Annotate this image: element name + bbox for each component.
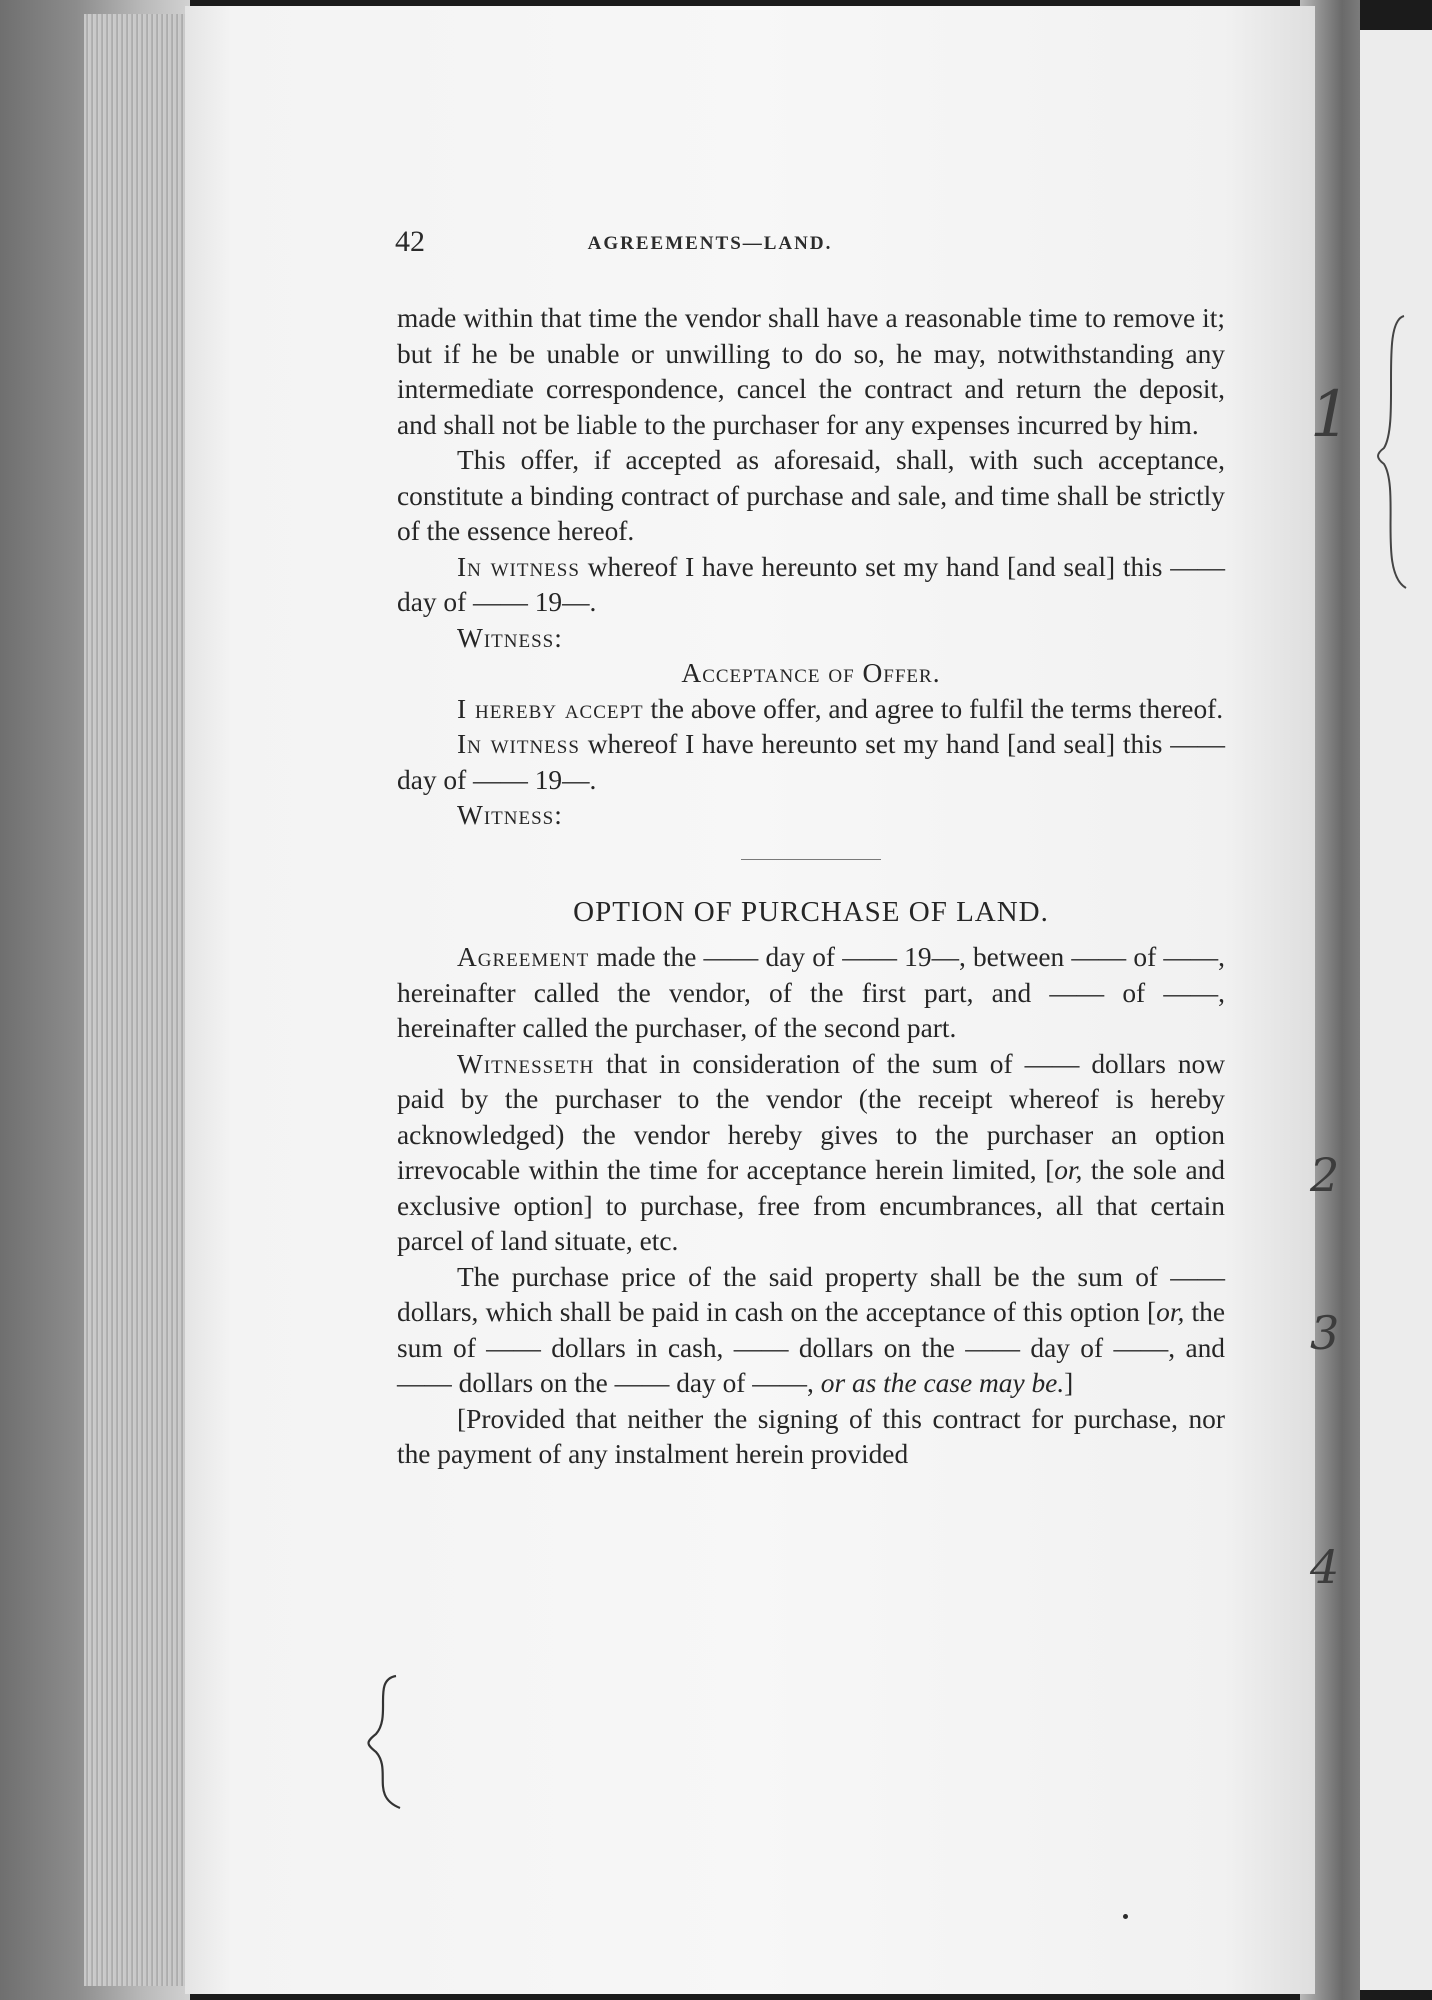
book-page <box>185 6 1315 1994</box>
lead-in: I hereby accept <box>457 693 644 724</box>
paragraph-provided: [Provided that neither the signing of this contract for purchase, nor the payment of any instalment herein provided <box>397 1403 1225 1469</box>
italic-phrase: or as the case may be. <box>820 1368 1065 1398</box>
paragraph-offer: This offer, if accepted as aforesaid, shall, with such acceptance, constitute a binding contract of purchase and sale, and time shall be strictly of the essence hereof. <box>397 445 1225 546</box>
italic-or: or, <box>1156 1297 1185 1327</box>
paragraph-text: that in consideration of the sum of —— dollars now paid by the purchaser to the vendor (the receipt whereof is hereby acknowledged) the vendor hereby gives to the purchaser an option irrevocable within the time for acceptance herein limited, [ <box>397 1048 1225 1185</box>
paragraph-text: the sole and exclusive option] to purchase, free from encumbrances, all that certain parcel of land situate, etc. <box>397 1155 1225 1256</box>
right-brace-mark <box>1370 312 1410 592</box>
paragraph-in-witness <box>397 727 1225 798</box>
page-leaves <box>84 14 190 1986</box>
margin-note-4: 4 <box>1310 1540 1340 1594</box>
page-header <box>185 225 1315 265</box>
paragraph-text: whereof I have hereunto set my hand [and seal] this —— day of —— 19—. <box>397 551 1225 617</box>
paragraph-agreement <box>397 940 1225 1047</box>
ink-speck <box>1123 1914 1128 1919</box>
witness-line: Witness: <box>457 800 563 830</box>
lead-in: In witness <box>457 729 580 759</box>
paragraph-text: the sum of —— dollars in cash, —— dollars on the —— day of ——, and —— dollars on the —— day of ——, <box>397 1297 1225 1398</box>
lead-in: Agreement <box>457 942 590 972</box>
section-title: OPTION OF PURCHASE OF LAND. <box>573 895 1049 928</box>
paragraph-acceptance <box>397 692 1225 728</box>
witness-line: Witness: <box>457 622 563 653</box>
lead-in: Witnesseth <box>457 1048 595 1079</box>
paragraph-in-witness <box>397 550 1225 621</box>
paragraph-text: the above offer, and agree to fulfil the terms thereof. <box>643 693 1224 724</box>
margin-note-3: 3 <box>1310 1306 1340 1360</box>
paragraph-purchase-price <box>397 1260 1225 1402</box>
margin-note-1: 1 <box>1310 378 1351 452</box>
page-number: 42 <box>395 225 425 258</box>
acceptance-heading: Acceptance of Offer. <box>681 658 941 688</box>
paragraph-text: made the —— day of —— 19—, between —— of ——, hereinafter called the vendor, of the first part, and —— of ——, hereinafter called the purchaser, of the second part. <box>397 942 1225 1043</box>
lead-in: In witness <box>457 551 580 582</box>
margin-note-2: 2 <box>1310 1148 1340 1202</box>
paragraph-continuation: made within that time the vendor shall have a reasonable time to remove it; but if he be unable or unwilling to do so, he may, notwithstanding any intermediate correspondence, cancel the contract and return the deposit, and shall not be liable to the purchaser for any expenses incurred by him. <box>397 303 1225 440</box>
page-body <box>397 301 1225 1473</box>
section-divider <box>741 859 881 860</box>
paragraph-witnesseth <box>397 1047 1225 1260</box>
running-head: AGREEMENTS—LAND. <box>587 233 833 254</box>
left-brace-mark <box>358 1672 408 1812</box>
paragraph-text: ] <box>1064 1368 1074 1398</box>
paragraph-text: whereof I have hereunto set my hand [and seal] this —— day of —— 19—. <box>397 729 1225 795</box>
italic-or: or, <box>1054 1155 1083 1185</box>
paragraph-text: The purchase price of the said property shall be the sum of —— dollars, which shall be paid in cash on the acceptance of this option [ <box>397 1261 1225 1327</box>
